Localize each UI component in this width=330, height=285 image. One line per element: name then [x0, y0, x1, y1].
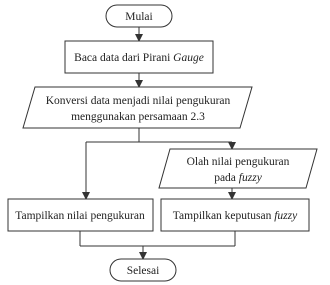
start-terminator	[106, 5, 172, 27]
end-terminator	[110, 259, 176, 281]
convert-data-io	[23, 87, 252, 128]
convert-line1: Konversi data menjadi nilai pengukuran	[45, 95, 231, 107]
read-data-italic: Gauge	[173, 52, 204, 64]
display-decision-label	[173, 210, 298, 222]
display-measurement-label: Tampilkan nilai pengukuran	[15, 210, 145, 222]
read-data-label	[74, 52, 204, 64]
read-data-text: Baca data dari Pirani	[74, 52, 174, 64]
process-fuzzy-io	[159, 149, 317, 188]
start-label: Mulai	[125, 11, 153, 23]
process-line2-italic: fuzzy	[238, 172, 262, 184]
end-label: Selesai	[126, 265, 160, 277]
process-line2-text: pada	[214, 172, 239, 184]
display-measurement-process	[8, 199, 153, 231]
display-decision-text: Tampilkan keputusan	[172, 210, 275, 222]
display-decision-italic: fuzzy	[274, 210, 298, 222]
read-data-process	[65, 41, 213, 73]
process-line1: Olah nilai pengukuran	[186, 156, 290, 168]
process-line2	[214, 172, 262, 184]
display-decision-process	[161, 199, 309, 231]
convert-line2: menggunakan persamaan 2.3	[71, 111, 205, 123]
